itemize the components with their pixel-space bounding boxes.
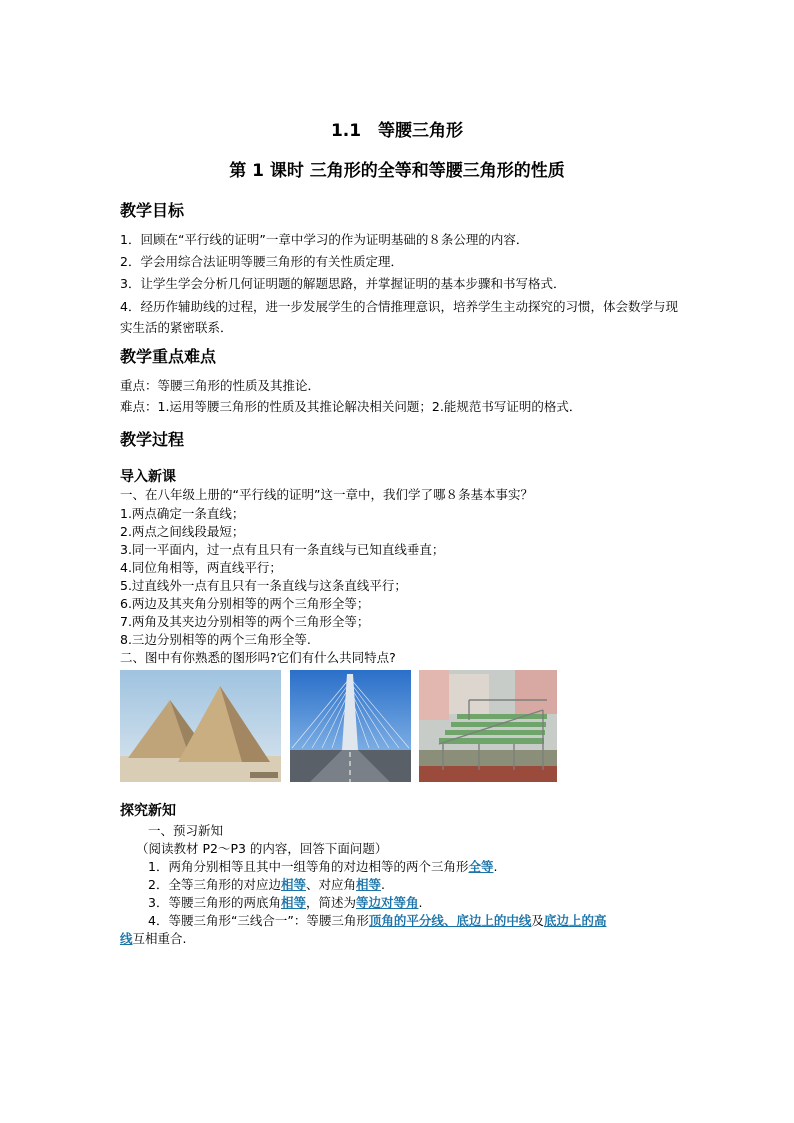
question-2: 二、图中有你熟悉的图形吗?它们有什么共同特点? — [120, 650, 396, 665]
goal-item: 3．让学生学会分析几何证明题的解题思路，并掌握证明的基本步骤和书写格式． — [120, 276, 566, 291]
bridge-photo — [290, 670, 411, 782]
explore-heading: 探究新知 — [120, 803, 176, 819]
fact-item: 3.同一平面内，过一点有且只有一条直线与已知直线垂直； — [120, 542, 445, 557]
item-text: 1．两角分别相等且其中一组等角的对边相等的两个三角形 — [148, 859, 469, 874]
fact-item: 5.过直线外一点有且只有一条直线与这条直线平行； — [120, 578, 407, 593]
difficulty-point: 难点：1.运用等腰三角形的性质及其推论解决相关问题；2.能规范书写证明的格式． — [120, 399, 582, 414]
goals-heading: 教学目标 — [120, 201, 185, 220]
fact-item: 1.两点确定一条直线； — [120, 506, 245, 521]
intro-heading: 导入新课 — [120, 469, 176, 485]
answer-text: 相等 — [280, 895, 306, 910]
answer-text: 全等 — [468, 859, 494, 874]
item-text: . — [418, 895, 423, 910]
fact-item: 8.三边分别相等的两个三角形全等. — [120, 632, 311, 647]
key-point: 重点：等腰三角形的性质及其推论． — [120, 378, 321, 393]
answer-text: 线 — [120, 931, 133, 946]
fact-item: 2.两点之间线段最短； — [120, 524, 245, 539]
goal-item: 1．回顾在“平行线的证明”一章中学习的作为证明基础的８条公理的内容． — [120, 232, 529, 247]
item-text: 2．全等三角形的对应边 — [148, 877, 281, 892]
item-text: 、对应角 — [305, 877, 356, 892]
lesson-subtitle: 第 1 课时 三角形的全等和等腰三角形的性质 — [229, 161, 565, 181]
goal-item: 4．经历作辅助线的过程，进一步发展学生的合情推理意识，培养学生主动探究的习惯，体会数学与现实生活的紧密联系． — [120, 299, 678, 335]
item-text: ，简述为 — [305, 895, 356, 910]
preview-item-4-cont — [120, 930, 680, 948]
preview-item-2 — [148, 876, 708, 894]
preview-hint: （阅读教材 P2～P3 的内容，回答下面问题） — [136, 841, 388, 856]
fact-item: 4.同位角相等，两直线平行； — [120, 560, 282, 575]
process-heading: 教学过程 — [120, 430, 185, 449]
fact-item: 7.两角及其夹边分别相等的两个三角形全等； — [120, 614, 370, 629]
pyramids-photo — [120, 670, 281, 782]
item-text: 互相重合. — [132, 931, 187, 946]
item-text: 及 — [531, 913, 544, 928]
item-text: . — [493, 859, 498, 874]
item-text: . — [381, 877, 385, 892]
bleachers-photo — [419, 670, 557, 782]
answer-text: 相等 — [280, 877, 306, 892]
item-text: 4．等腰三角形“三线合一”：等腰三角形 — [148, 913, 369, 928]
preview-item-1 — [148, 858, 708, 876]
answer-text: 等边对等角 — [356, 895, 419, 910]
lesson-title: 1.1 等腰三角形 — [330, 121, 464, 141]
item-text: 3．等腰三角形的两底角 — [148, 895, 281, 910]
preview-item-3 — [148, 894, 708, 912]
preview-title: 一、预习新知 — [148, 823, 224, 838]
answer-text: 相等 — [356, 877, 382, 892]
question-1: 一、在八年级上册的“平行线的证明”这一章中，我们学了哪８条基本事实？ — [120, 487, 533, 502]
answer-text: 顶角的平分线、底边上的中线 — [368, 913, 532, 928]
answer-text: 底边上的高 — [543, 913, 607, 928]
fact-item: 6.两边及其夹角分别相等的两个三角形全等； — [120, 596, 370, 611]
preview-item-4 — [148, 912, 708, 930]
goal-item: 2．学会用综合法证明等腰三角形的有关性质定理． — [120, 254, 403, 269]
keypoints-heading: 教学重点难点 — [120, 347, 217, 366]
